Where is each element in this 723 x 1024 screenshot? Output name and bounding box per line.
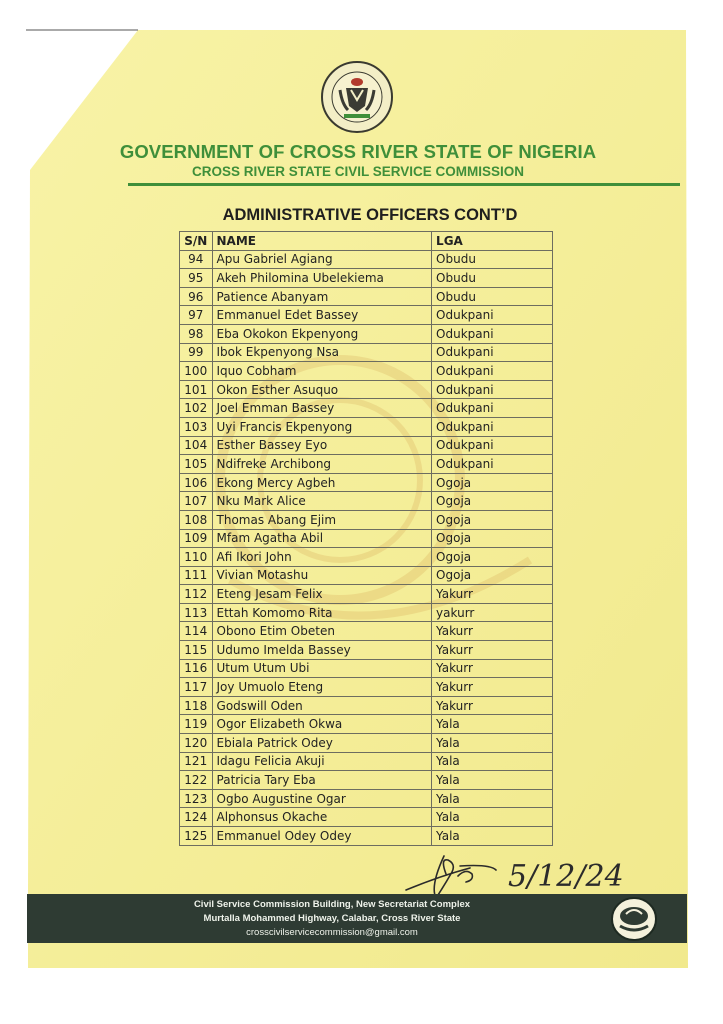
cell-name: Udumo Imelda Bassey [212,641,432,660]
table-row [180,603,553,622]
footer-address-line-1: Civil Service Commission Building, New Secretariat Complex [193,899,471,910]
cell-name: Uyi Francis Ekpenyong [212,417,432,436]
cell-name: Emmanuel Edet Bassey [212,306,432,325]
footer-email: crosscivilservicecommission@gmail.com [246,927,418,938]
cell-name: Emmanuel Odey Odey [212,827,432,846]
table-row [180,343,553,362]
table-row [180,287,553,306]
cell-sn: 97 [180,306,213,325]
cell-name: Ndifreke Archibong [212,455,432,474]
cell-lga: Odukpani [432,455,553,474]
cell-sn: 120 [180,734,213,753]
cell-sn: 104 [180,436,213,455]
header-divider [128,183,680,186]
cell-sn: 125 [180,827,213,846]
cell-sn: 110 [180,548,213,567]
cell-lga: Yala [432,752,553,771]
cell-lga: Ogoja [432,510,553,529]
cell-lga: Yala [432,827,553,846]
cell-sn: 111 [180,566,213,585]
cell-sn: 118 [180,696,213,715]
cell-name: Patricia Tary Eba [212,771,432,790]
table-row [180,529,553,548]
table-row [180,659,553,678]
table-row [180,399,553,418]
column-header-lga: LGA [432,232,553,251]
column-header-name: NAME [212,232,432,251]
cell-sn: 109 [180,529,213,548]
cell-name: Ebiala Patrick Odey [212,734,432,753]
cell-lga: Yala [432,808,553,827]
cell-name: Thomas Abang Ejim [212,510,432,529]
cell-sn: 108 [180,510,213,529]
cell-name: Eteng Jesam Felix [212,585,432,604]
table-row [180,548,553,567]
cell-lga: Ogoja [432,529,553,548]
table-row [180,417,553,436]
cell-sn: 124 [180,808,213,827]
cell-name: Akeh Philomina Ubelekiema [212,269,432,288]
cell-name: Godswill Oden [212,696,432,715]
cell-lga: Yala [432,734,553,753]
cross-river-logo-icon [610,896,658,942]
cell-sn: 114 [180,622,213,641]
table-row [180,306,553,325]
table-row [180,362,553,381]
table-row [180,752,553,771]
cell-sn: 121 [180,752,213,771]
cell-sn: 107 [180,492,213,511]
table-row [180,269,553,288]
cell-lga: Ogoja [432,548,553,567]
cell-lga: Ogoja [432,473,553,492]
cell-sn: 115 [180,641,213,660]
cell-name: Nku Mark Alice [212,492,432,511]
cell-name: Joy Umuolo Eteng [212,678,432,697]
table-body [180,250,553,845]
table-row [180,789,553,808]
cell-sn: 94 [180,250,213,269]
table-row [180,827,553,846]
cell-lga: Obudu [432,287,553,306]
cell-name: Ogor Elizabeth Okwa [212,715,432,734]
cell-name: Joel Emman Bassey [212,399,432,418]
cell-name: Ogbo Augustine Ogar [212,789,432,808]
cell-name: Iquo Cobham [212,362,432,381]
table-row [180,734,553,753]
cell-sn: 119 [180,715,213,734]
cell-lga: Obudu [432,269,553,288]
coat-of-arms-seal-icon [320,60,394,134]
cell-lga: Odukpani [432,380,553,399]
table-row [180,678,553,697]
table-row [180,715,553,734]
cell-sn: 117 [180,678,213,697]
table-row [180,380,553,399]
table-row [180,585,553,604]
table-row [180,566,553,585]
cell-lga: yakurr [432,603,553,622]
cell-sn: 105 [180,455,213,474]
cell-name: Alphonsus Okache [212,808,432,827]
cell-sn: 98 [180,324,213,343]
cell-name: Apu Gabriel Agiang [212,250,432,269]
cell-lga: Odukpani [432,343,553,362]
cell-sn: 122 [180,771,213,790]
column-header-sn: S/N [180,232,213,251]
table-row [180,455,553,474]
cell-lga: Yakurr [432,641,553,660]
cell-name: Utum Utum Ubi [212,659,432,678]
cell-lga: Yakurr [432,585,553,604]
cell-sn: 99 [180,343,213,362]
cell-sn: 95 [180,269,213,288]
cell-sn: 106 [180,473,213,492]
table-row [180,696,553,715]
table-row [180,492,553,511]
government-title: GOVERNMENT OF CROSS RIVER STATE OF NIGERIA [119,141,597,162]
table-header-row [180,232,553,251]
officers-table [179,231,553,846]
cell-sn: 96 [180,287,213,306]
cell-lga: Yala [432,771,553,790]
cell-name: Patience Abanyam [212,287,432,306]
cell-lga: Obudu [432,250,553,269]
cell-lga: Yala [432,715,553,734]
cell-name: Ekong Mercy Agbeh [212,473,432,492]
cell-sn: 123 [180,789,213,808]
cell-name: Mfam Agatha Abil [212,529,432,548]
cell-name: Obono Etim Obeten [212,622,432,641]
cell-name: Idagu Felicia Akuji [212,752,432,771]
table-row [180,324,553,343]
cell-lga: Yakurr [432,678,553,697]
cell-lga: Odukpani [432,324,553,343]
cell-sn: 102 [180,399,213,418]
cell-sn: 113 [180,603,213,622]
table-row [180,622,553,641]
table-row [180,641,553,660]
cell-lga: Yakurr [432,622,553,641]
cell-lga: Odukpani [432,436,553,455]
footer-address-line-2: Murtalla Mohammed Highway, Calabar, Cross River State [203,913,461,924]
table-row [180,473,553,492]
cell-name: Ettah Komomo Rita [212,603,432,622]
cell-name: Ibok Ekpenyong Nsa [212,343,432,362]
cell-name: Okon Esther Asuquo [212,380,432,399]
cell-lga: Yala [432,789,553,808]
cell-lga: Odukpani [432,306,553,325]
cell-lga: Odukpani [432,399,553,418]
commission-title: CROSS RIVER STATE CIVIL SERVICE COMMISSION [191,164,525,179]
table-row [180,250,553,269]
cell-lga: Odukpani [432,417,553,436]
table-row [180,808,553,827]
cell-lga: Yakurr [432,696,553,715]
cell-sn: 103 [180,417,213,436]
cell-name: Vivian Motashu [212,566,432,585]
table-row [180,510,553,529]
section-title: ADMINISTRATIVE OFFICERS CONT’D [222,206,518,224]
cell-sn: 100 [180,362,213,381]
cell-lga: Yakurr [432,659,553,678]
cell-name: Eba Okokon Ekpenyong [212,324,432,343]
cell-lga: Odukpani [432,362,553,381]
cell-lga: Ogoja [432,492,553,511]
cell-sn: 112 [180,585,213,604]
cell-sn: 101 [180,380,213,399]
table-row [180,771,553,790]
cell-sn: 116 [180,659,213,678]
cell-lga: Ogoja [432,566,553,585]
signature-date: 5/12/24 [508,859,624,894]
cell-name: Esther Bassey Eyo [212,436,432,455]
cell-name: Afi Ikori John [212,548,432,567]
table-row [180,436,553,455]
